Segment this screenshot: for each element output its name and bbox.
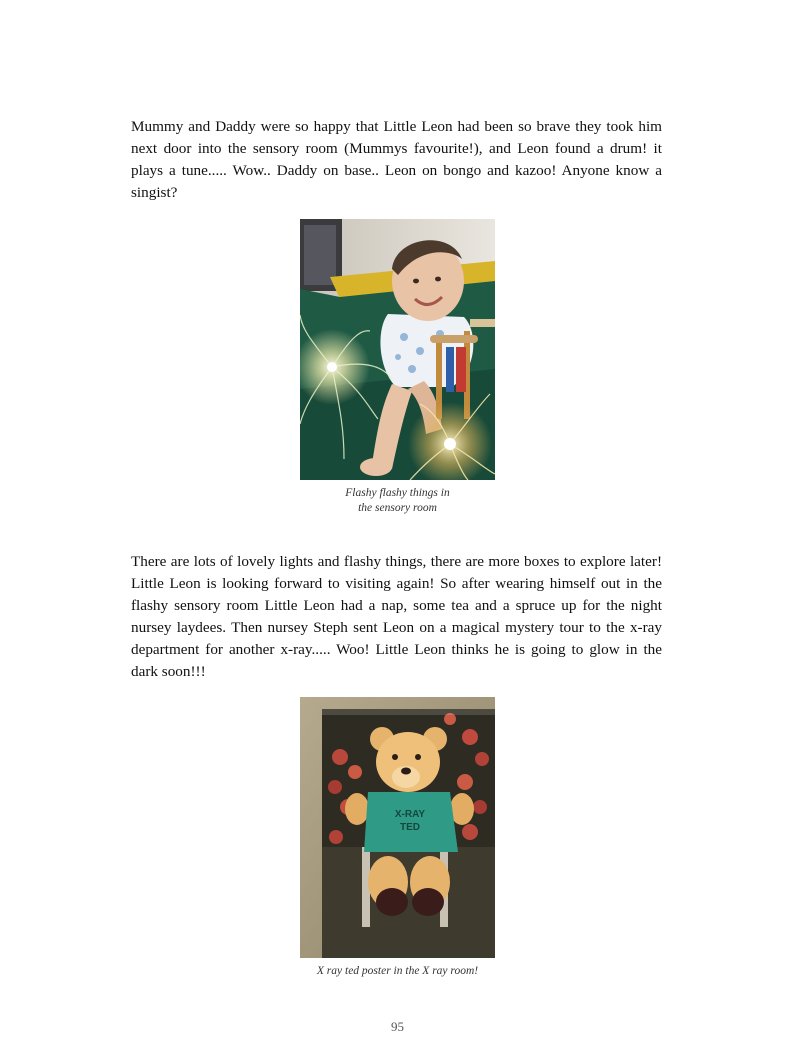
- photo-xray-ted-poster: [300, 697, 495, 958]
- caption-xray-ted: X ray ted poster in the X ray room!: [316, 965, 479, 977]
- teddy-shirt-line-1: X-RAY: [394, 809, 426, 820]
- paragraph-sensory-room: Mummy and Daddy were so happy that Little Leon had been so brave they took him next door into the sensory room (Mummys favourite!), and Leon found a drum! it plays a tune..... Wow.. Daddy on base.. Leon on bongo and kazoo! Anyone know a singist?: [131, 118, 662, 201]
- baby-sensory-room-illustration: [300, 219, 495, 480]
- caption-line-2: the sensory room: [358, 502, 437, 514]
- photo-baby-sensory-room: [300, 219, 495, 480]
- caption-line-1: Flashy flashy things in: [345, 487, 450, 499]
- caption-sensory-room: [300, 486, 495, 516]
- teddy-shirt-line-2: TED: [400, 822, 420, 833]
- paragraph-xray-tour: There are lots of lovely lights and flashy things, there are more boxes to explore later! Little Leon is looking forward to visiting again! So after wearing himself out in the flashy sensory room Little Leon had a nap, some tea and a spruce up for the night nursey laydees. Then nursey Steph sent Leon on a magical mystery tour to the x-ray department for another x-ray..... Woo! Little Leon thinks he is going to glow in the dark soon!!!: [131, 553, 662, 680]
- xray-ted-poster-illustration: [300, 697, 495, 958]
- page-number: 95: [391, 1019, 404, 1034]
